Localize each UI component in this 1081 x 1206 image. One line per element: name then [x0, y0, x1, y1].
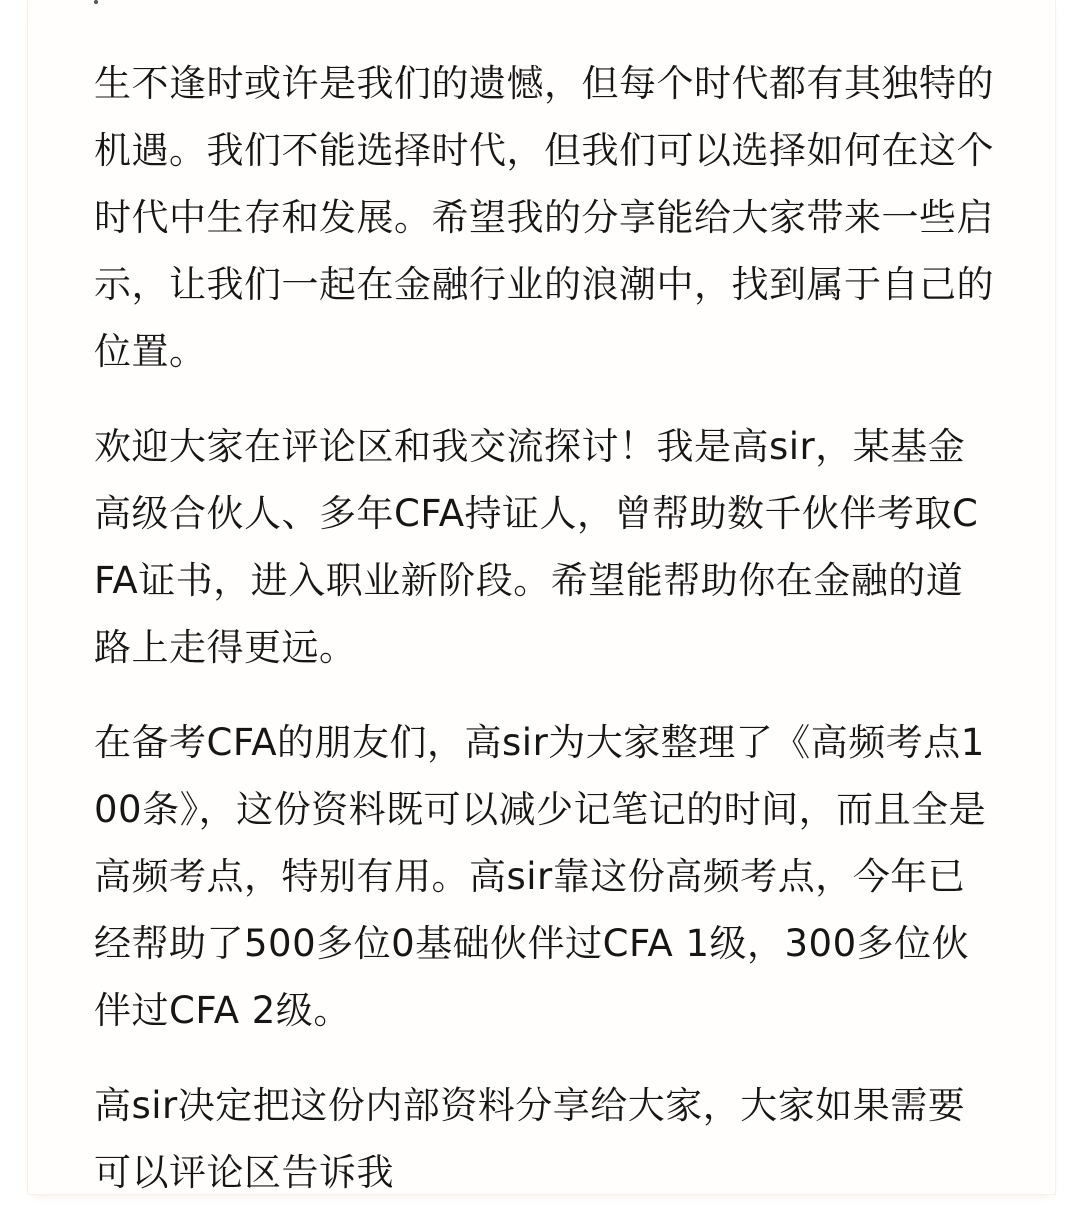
paragraph-2: 欢迎大家在评论区和我交流探讨！我是高sir，某基金高级合伙人、多年CFA持证人，曾帮助数千伙伴考取CFA证书，进入职业新阶段。希望能帮助你在金融的道路上走得更远。: [94, 425, 979, 669]
paragraph-1: 生不逢时或许是我们的遗憾，但每个时代都有其独特的机遇。我们不能选择时代，但我们可以选择如何在这个时代中生存和发展。希望我的分享能给大家带来一些启示，让我们一起在金融行业的浪潮中，找到属于自己的位置。: [94, 62, 994, 373]
paragraph-3: 在备考CFA的朋友们，高sir为大家整理了《高频考点100条》，这份资料既可以减少记笔记的时间，而且全是高频考点，特别有用。高sir靠这份高频考点，今年已经帮助了500多位0基础伙伴过CFA 1级，300多位伙伴过CFA 2级。: [94, 721, 987, 1032]
paragraph-4: 高sir决定把这份内部资料分享给大家，大家如果需要可以评论区告诉我: [94, 1084, 966, 1194]
article-body: [94, 50, 994, 1206]
bullet-dot: [94, 0, 98, 4]
